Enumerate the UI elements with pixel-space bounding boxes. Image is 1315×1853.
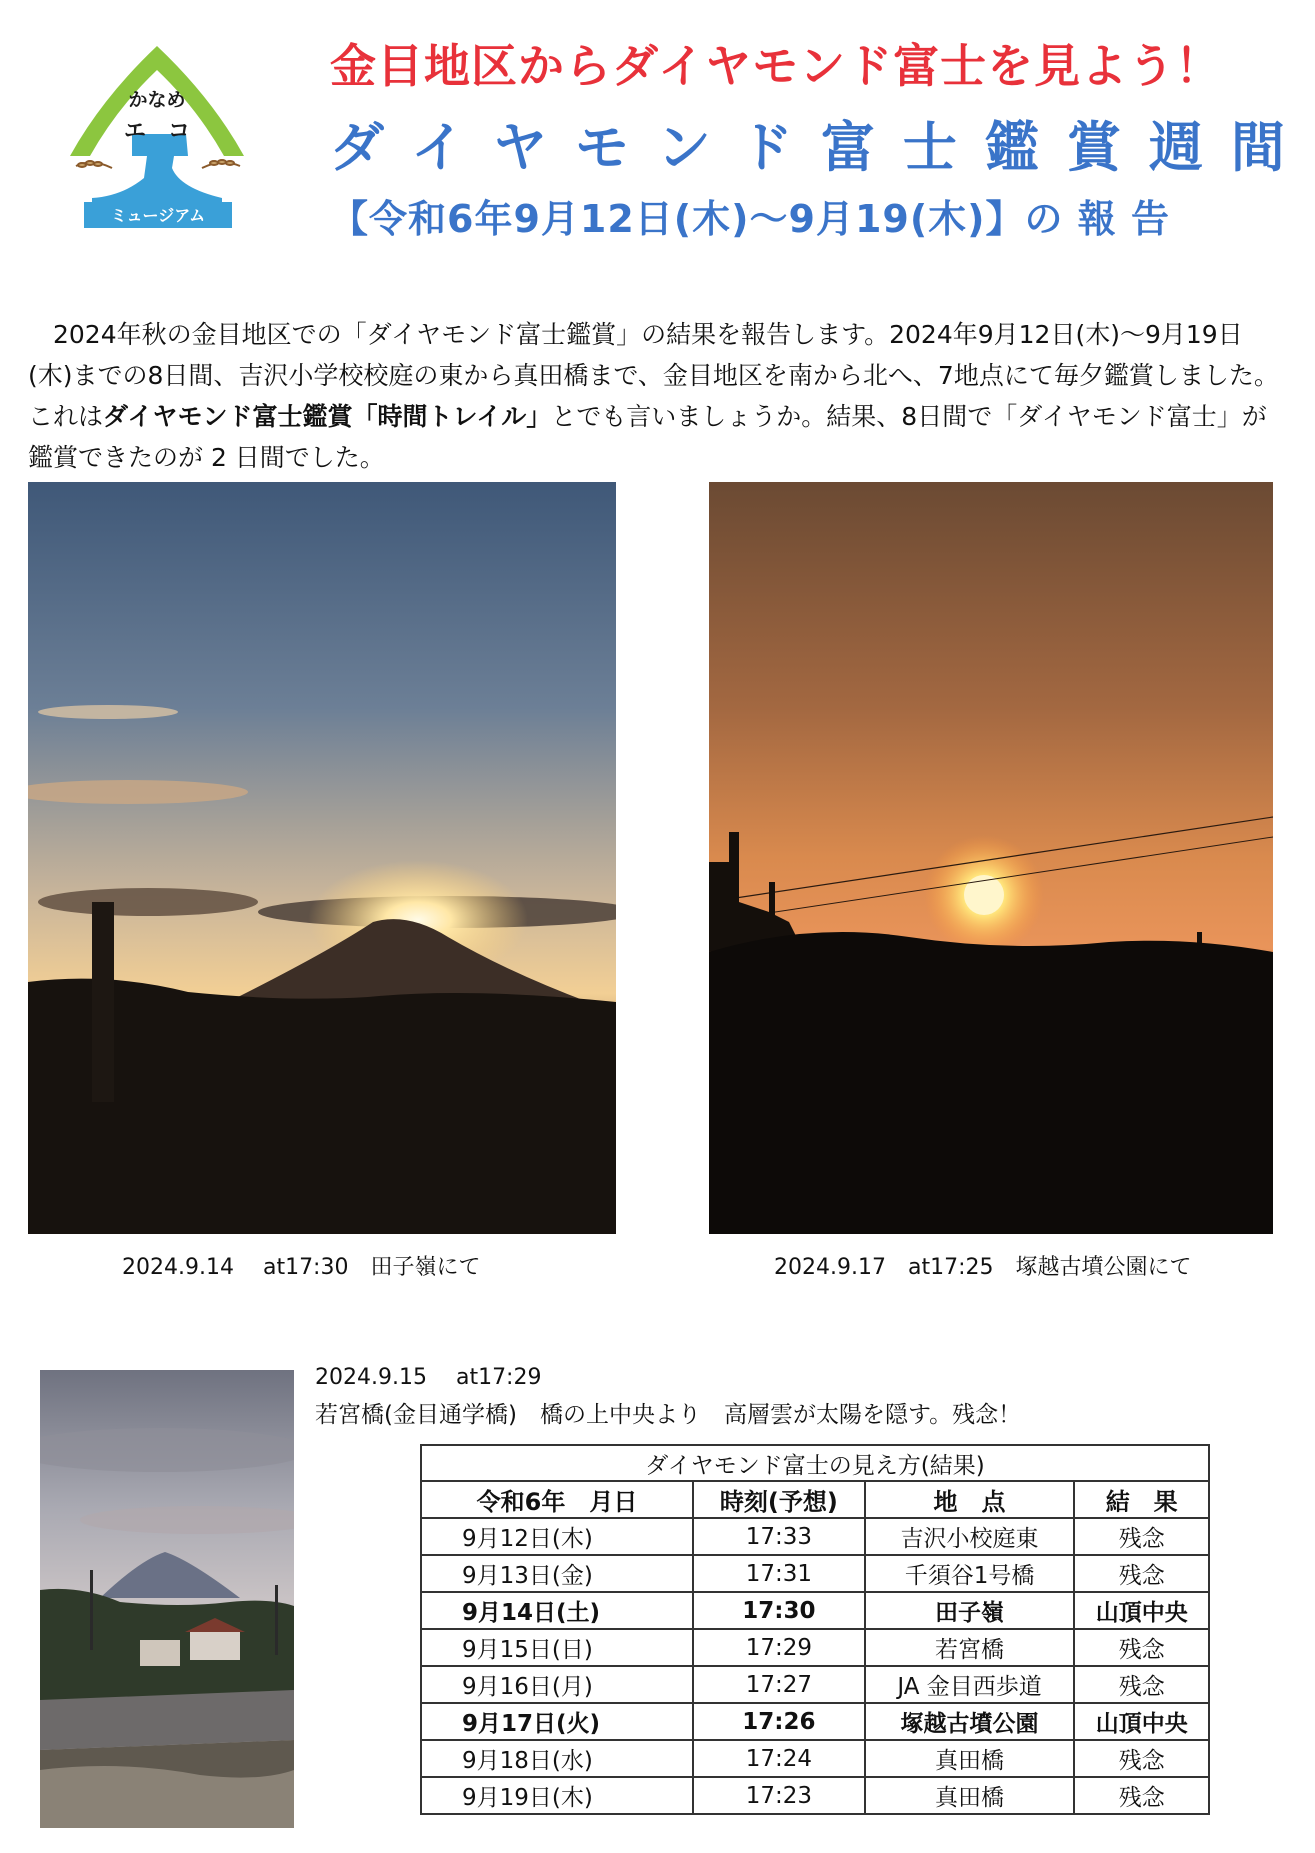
photo1-caption: 2024.9.14 at17:30 田子嶺にて xyxy=(122,1255,481,1280)
row-result: 残念 xyxy=(1074,1518,1209,1555)
logo-text-eco: エ コ xyxy=(123,118,191,143)
photo3-caption-description: 若宮橋(金目通学橋) 橋の上中央より 高層雲が太陽を隠す。残念！ xyxy=(315,1402,1022,1428)
row-date: 9月16日(月) xyxy=(421,1666,693,1703)
table-header-row xyxy=(421,1481,1209,1518)
row-time: 17:23 xyxy=(693,1777,865,1814)
row-date: 9月18日(水) xyxy=(421,1740,693,1777)
header-place: 地 点 xyxy=(865,1481,1075,1518)
intro-text-bold: ダイヤモンド富士鑑賞「時間トレイル」 xyxy=(103,402,552,431)
row-place: 塚越古墳公園 xyxy=(865,1703,1075,1740)
row-time: 17:26 xyxy=(693,1703,865,1740)
table-caption: ダイヤモンド富士の見え方(結果) xyxy=(421,1445,1209,1481)
intro-paragraph xyxy=(28,314,1283,478)
table-row xyxy=(421,1740,1209,1777)
row-place: 田子嶺 xyxy=(865,1592,1075,1629)
row-place: JA 金目西歩道 xyxy=(865,1666,1075,1703)
logo-text-kaname: かなめ xyxy=(128,90,186,111)
photo3-caption-datetime: 2024.9.15 at17:29 xyxy=(315,1365,542,1390)
page-title: 金目地区からダイヤモンド富士を見よう！ xyxy=(330,39,1223,93)
row-time: 17:33 xyxy=(693,1518,865,1555)
results-table xyxy=(420,1444,1210,1815)
intro-text-part2: とでも言いましょうか。結果、8日間で「ダイヤモンド富士」が鑑賞できたのが 2 日間でした。 xyxy=(28,402,1267,472)
table-row xyxy=(421,1555,1209,1592)
table-row xyxy=(421,1518,1209,1555)
row-date: 9月13日(金) xyxy=(421,1555,693,1592)
row-result: 残念 xyxy=(1074,1666,1209,1703)
row-result: 残念 xyxy=(1074,1555,1209,1592)
header-time: 時刻(予想) xyxy=(693,1481,865,1518)
row-place: 真田橋 xyxy=(865,1777,1075,1814)
row-place: 千須谷1号橋 xyxy=(865,1555,1075,1592)
row-time: 17:27 xyxy=(693,1666,865,1703)
row-place: 若宮橋 xyxy=(865,1629,1075,1666)
header-result: 結 果 xyxy=(1074,1481,1209,1518)
row-place: 吉沢小校庭東 xyxy=(865,1518,1075,1555)
row-result: 山頂中央 xyxy=(1074,1592,1209,1629)
row-date: 9月12日(木) xyxy=(421,1518,693,1555)
row-date: 9月15日(日) xyxy=(421,1629,693,1666)
page-subtitle: ダイヤモンド富士鑑賞週間 xyxy=(330,116,1313,179)
row-place: 真田橋 xyxy=(865,1740,1075,1777)
header-date: 令和6年 月日 xyxy=(421,1481,693,1518)
row-time: 17:29 xyxy=(693,1629,865,1666)
report-period: 【令和6年9月12日(木)～9月19(木)】の 報 告 xyxy=(330,197,1171,241)
photo2-caption: 2024.9.17 at17:25 塚越古墳公園にて xyxy=(774,1255,1192,1280)
table-row xyxy=(421,1666,1209,1703)
row-date: 9月19日(木) xyxy=(421,1777,693,1814)
row-time: 17:31 xyxy=(693,1555,865,1592)
photo-diamond-fuji-tagorei xyxy=(28,482,616,1234)
logo-text-museum: ミュージアム xyxy=(110,208,206,225)
photo-diamond-fuji-tsukakoshi xyxy=(709,482,1273,1234)
row-time: 17:30 xyxy=(693,1592,865,1629)
row-result: 残念 xyxy=(1074,1777,1209,1814)
row-result: 山頂中央 xyxy=(1074,1703,1209,1740)
row-date: 9月17日(火) xyxy=(421,1703,693,1740)
table-row xyxy=(421,1777,1209,1814)
row-result: 残念 xyxy=(1074,1740,1209,1777)
intro-text-part1: 2024年秋の金目地区での「ダイヤモンド富士鑑賞」の結果を報告します。2024年9月12日(木)～9月19日(木)までの8日間、吉沢小学校校庭の東から真田橋まで、金目地区を南から北へ、7地点にて毎夕鑑賞しました。これは xyxy=(28,320,1279,431)
table-row xyxy=(421,1629,1209,1666)
row-result: 残念 xyxy=(1074,1629,1209,1666)
row-date: 9月14日(土) xyxy=(421,1592,693,1629)
table-row xyxy=(421,1592,1209,1629)
table-row xyxy=(421,1703,1209,1740)
kaname-eco-museum-logo xyxy=(62,38,252,233)
photo-wakamiya-bridge xyxy=(40,1370,294,1828)
row-time: 17:24 xyxy=(693,1740,865,1777)
